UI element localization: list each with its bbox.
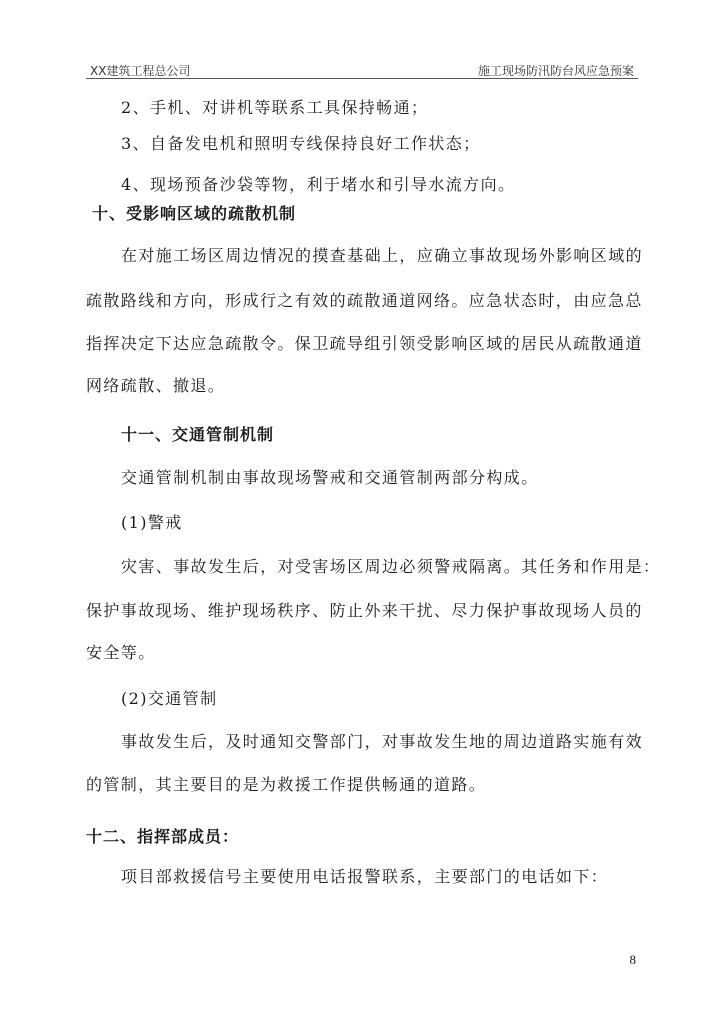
header-document-title: 施工现场防汛防台风应急预案 bbox=[477, 64, 634, 78]
subsection-1-title: (1)警戒 bbox=[121, 513, 183, 532]
subsection-2-line-1: 事故发生后，及时通知交警部门，对事故发生地的周边道路实施有效 bbox=[121, 732, 644, 751]
section-12-heading: 十二、指挥部成员： bbox=[86, 827, 240, 846]
page-header bbox=[86, 60, 638, 80]
subsection-2-line-2: 的管制，其主要目的是为救援工作提供畅通的道路。 bbox=[86, 775, 487, 794]
list-item-2: 2、手机、对讲机等联系工具保持畅通； bbox=[121, 98, 429, 117]
section-12-intro: 项目部救援信号主要使用电话报警联系，主要部门的电话如下： bbox=[121, 867, 609, 886]
subsection-2-title: (2)交通管制 bbox=[121, 689, 218, 708]
list-item-4: 4、现场预备沙袋等物，利于堵水和引导水流方向。 bbox=[121, 175, 516, 194]
header-divider bbox=[86, 78, 638, 79]
section-10-heading: 十、受影响区域的疏散机制 bbox=[92, 204, 297, 223]
section-10-paragraph-line-4: 网络疏散、撤退。 bbox=[86, 376, 226, 395]
subsection-1-line-1: 灾害、事故发生后，对受害场区周边必须警戒隔离。其任务和作用是： bbox=[121, 557, 661, 576]
section-11-heading: 十一、交通管制机制 bbox=[121, 425, 275, 444]
section-10-paragraph-line-2: 疏散路线和方向，形成行之有效的疏散通道网络。应急状态时，由应急总 bbox=[86, 291, 643, 310]
section-10-paragraph-line-3: 指挥决定下达应急疏散令。保卫疏导组引领受影响区域的居民从疏散通道 bbox=[86, 334, 643, 353]
section-11-intro: 交通管制机制由事故现场警戒和交通管制两部分构成。 bbox=[121, 468, 539, 487]
header-company: XX建筑工程总公司 bbox=[90, 64, 191, 78]
page-number: 8 bbox=[629, 952, 636, 967]
subsection-1-line-2: 保护事故现场、维护现场秩序、防止外来干扰、尽力保护事故现场人员的 bbox=[86, 601, 643, 620]
subsection-1-line-3: 安全等。 bbox=[86, 643, 156, 662]
section-10-paragraph-line-1: 在对施工场区周边情况的摸查基础上，应确立事故现场外影响区域的 bbox=[121, 246, 644, 265]
list-item-3: 3、自备发电机和照明专线保持良好工作状态； bbox=[121, 134, 481, 153]
